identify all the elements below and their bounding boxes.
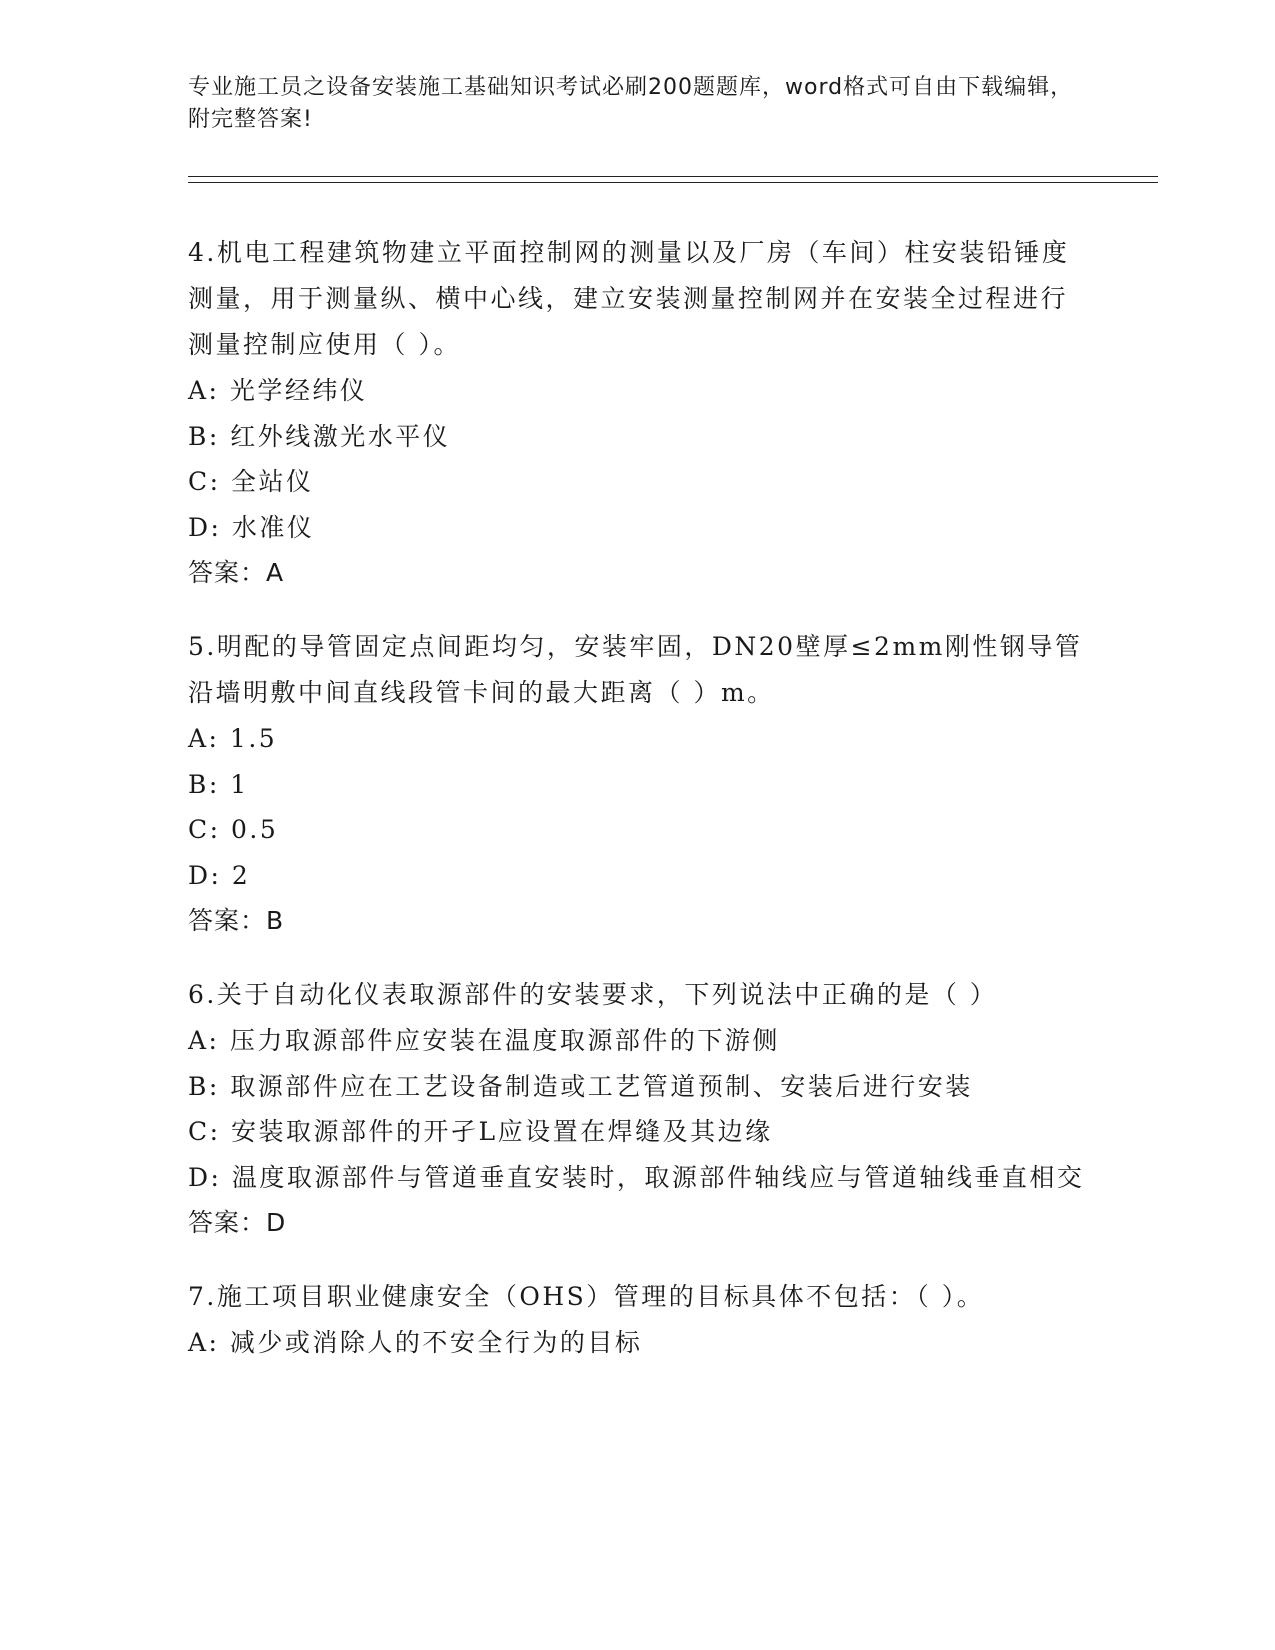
option-d: D: 2 (188, 860, 251, 890)
answer: 答案：A (188, 558, 285, 587)
question-text: 5.明配的导管固定点间距均匀，安装牢固，DN20壁厚≤2mm刚性钢导管沿墙明敷中间直线段管卡间的最大距离（ ）m。 (188, 632, 1083, 707)
option-a: A: 减少或消除人的不安全行为的目标 (188, 1328, 643, 1357)
question-text: 6.关于自动化仪表取源部件的安装要求，下列说法中正确的是（ ） (188, 980, 998, 1009)
option-c: C: 安装取源部件的开孑L应设置在焊缝及其边缘 (188, 1117, 773, 1146)
option-b: B: 红外线激光水平仪 (188, 421, 451, 451)
question-4 (188, 230, 1088, 596)
document-header: 专业施工员之设备安装施工基础知识考试必刷200题题库，word格式可自由下载编辑，附完整答案! (188, 75, 1074, 132)
header-rule-bottom (188, 182, 1158, 183)
option-c: C: 全站仪 (188, 467, 314, 496)
answer: 答案：B (188, 906, 285, 935)
question-text: 4.机电工程建筑物建立平面控制网的测量以及厂房（车间）柱安装铅锤度测量，用于测量纵、横中心线，建立安装测量控制网并在安装全过程进行测量控制应使用（ ）。 (188, 238, 1070, 359)
option-a: A: 光学经纬仪 (188, 376, 368, 405)
question-list (188, 230, 1088, 1394)
option-a: A: 压力取源部件应安装在温度取源部件的下游侧 (188, 1026, 780, 1055)
question-7 (188, 1274, 1088, 1366)
answer: 答案：D (188, 1208, 287, 1237)
option-d: D: 温度取源部件与管道垂直安装时，取源部件轴线应与管道轴线垂直相交 (188, 1162, 1085, 1192)
option-b: B: 1 (188, 769, 249, 799)
question-text: 7.施工项目职业健康安全（OHS）管理的目标具体不包括：（ ）。 (188, 1282, 985, 1311)
option-d: D: 水准仪 (188, 512, 315, 542)
option-c: C: 0.5 (188, 815, 279, 844)
question-6 (188, 972, 1088, 1246)
question-5 (188, 624, 1088, 944)
option-b: B: 取源部件应在工艺设备制造或工艺管道预制、安装后进行安装 (188, 1071, 973, 1101)
option-a: A: 1.5 (188, 724, 278, 753)
header-rule-top (188, 176, 1158, 177)
